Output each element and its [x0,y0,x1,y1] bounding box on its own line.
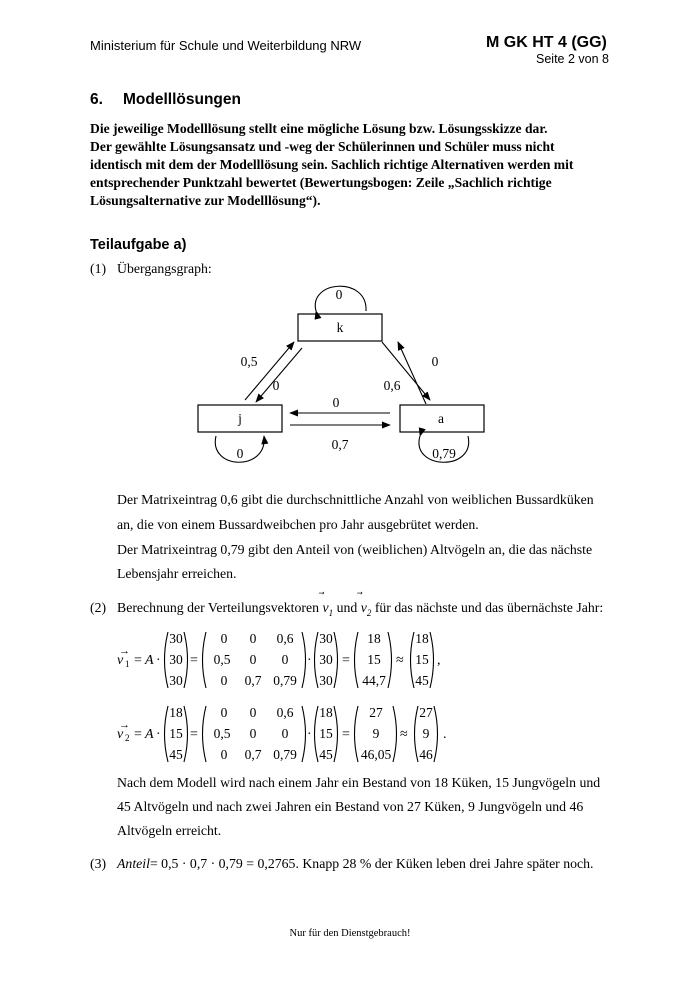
eq2-lhs-sub: 2 [125,733,130,743]
subtask-heading: Teilaufgabe a) [90,237,187,253]
part2-text-a: Berechnung der Verteilungsvektoren [117,600,320,615]
eq2-rnd-1: 27 [419,705,433,720]
eq1-m-32: 0,7 [244,673,262,688]
node-a-label: a [438,411,444,426]
eq2-eq2: = [190,727,198,742]
eq2-lhs-v: v [117,727,124,742]
eq2-m-33: 0,79 [273,747,297,762]
eq1-eq: = [134,653,142,668]
eq1-rnd-1: 18 [415,631,429,646]
edge-label-j-to-k: 0,5 [240,354,258,369]
edge-label-k-to-a: 0 [431,354,439,369]
eq2-arrow-icon: → [119,719,130,731]
eq1-m-21: 0,5 [213,652,231,667]
node-j-label: j [238,411,242,426]
eq2-start-2: 15 [169,726,183,741]
eq1-start-2: 30 [169,652,183,667]
edge-a-to-k [398,342,426,404]
part2-intro [117,600,603,618]
bracket [184,632,188,688]
eq1-vec-3: 30 [319,673,333,688]
explanation-line: Der Matrixeintrag 0,79 gibt den Anteil von (weiblichen) Altvögeln an, die das nächste [117,542,593,557]
edge-label-a-loop: 0,79 [432,446,456,461]
eq2-res-2: 9 [372,726,380,741]
eq2-res-3: 46,05 [360,747,392,762]
bracket [393,706,397,762]
part2-number: (2) [90,600,107,615]
conclusion-line: Nach dem Modell wird nach einem Jahr ein Bestand von 18 Küken, 15 Jungvögeln und [117,775,601,790]
bracket [415,706,419,762]
eq1-m-13: 0,6 [276,631,294,646]
eq1-m-22: 0 [249,652,257,667]
eq1-approx: ≈ [396,653,404,668]
conclusion-line: 45 Altvögeln und nach zwei Jahren ein Bestand von 27 Küken, 9 Jungvögeln und 46 [117,799,584,814]
eq2-m-13: 0,6 [276,705,294,720]
eq1-vec-2: 30 [319,652,333,667]
edge-label-a-to-j: 0 [332,395,340,410]
bracket [203,706,207,762]
eq2-dot2: · [307,727,312,742]
explanation-line: Lebensjahr erreichen. [117,566,237,581]
eq2-m-31: 0 [220,747,228,762]
eq2-vec-3: 45 [319,747,333,762]
eq2-approx: ≈ [400,727,408,742]
eq2-res-1: 27 [369,705,383,720]
eq1-arrow-icon: → [119,645,130,657]
eq2-end: . [443,727,447,742]
bracket [302,706,306,762]
eq2-m-12: 0 [249,705,257,720]
part1-label: Übergangsgraph: [117,261,212,276]
eq2-m-22: 0 [249,726,257,741]
part3-formula: = 0,5 · 0,7 · 0,79 = 0,2765 [149,856,296,871]
eq2-m-21: 0,5 [213,726,231,741]
bracket [184,706,188,762]
eq1-m-11: 0 [220,631,228,646]
equation-2 [117,705,447,762]
bracket [203,632,207,688]
bracket [302,632,306,688]
eq1-res-1: 18 [367,631,381,646]
eq2-vec-1: 18 [319,705,333,720]
eq2-A: A [145,727,154,742]
edge-label-j-loop: 0 [236,446,244,461]
eq2-eq: = [134,727,142,742]
eq2-dot: · [156,727,161,742]
intro-line: Die jeweilige Modelllösung stellt eine mögliche Lösung bzw. Lösungsskizze dar. [90,121,548,136]
eq1-res-2: 15 [367,652,381,667]
eq1-m-31: 0 [220,673,228,688]
part3-sentence: . Knapp 28 % der Küken leben drei Jahre später noch. [295,856,594,871]
equation-1 [117,631,441,688]
explanation-line: Der Matrixeintrag 0,6 gibt die durchschnittliche Anzahl von weiblichen Bussardküken [117,492,594,507]
bracket [165,706,169,762]
edge-label-k-to-j: 0 [272,378,280,393]
bracket [430,632,434,688]
eq2-m-23: 0 [281,726,289,741]
eq1-start-1: 30 [169,631,183,646]
eq1-dot2: · [307,653,312,668]
bracket [315,706,319,762]
eq2-start-3: 45 [169,747,183,762]
eq1-res-3: 44,7 [362,673,386,688]
eq1-start-3: 30 [169,673,183,688]
bracket [355,632,359,688]
eq1-A: A [145,653,154,668]
eq1-lhs-sub: 1 [125,659,130,669]
bracket [355,706,359,762]
eq1-rnd-3: 45 [415,673,429,688]
eq1-eq3: = [342,653,350,668]
eq2-rnd-3: 46 [419,747,433,762]
part3-formula-var: Anteil [117,856,150,871]
part3-number: (3) [90,856,107,871]
eq2-m-11: 0 [220,705,228,720]
bracket [334,706,338,762]
intro-line: Lösungsalternative zur Modelllösung“). [90,193,321,208]
eq2-eq3: = [342,727,350,742]
intro-line: entsprechender Punktzahl bewertet (Bewertungsbogen: Zeile „Sachlich richtige [90,175,552,190]
eq1-eq2: = [190,653,198,668]
edge-j-to-k [245,342,294,400]
intro-line: identisch mit dem der Modelllösung sein. Sachlich richtige Alternativen werden mit [90,157,574,172]
node-k-label: k [336,320,344,335]
equations [0,620,700,800]
bracket [334,632,338,688]
edge-label-k-loop: 0 [335,287,343,302]
eq1-m-33: 0,79 [273,673,297,688]
part3-text [117,856,594,872]
eq2-m-32: 0,7 [244,747,262,762]
intro-line: Der gewählte Lösungsansatz und -weg der Schülerinnen und Schüler muss nicht [90,139,555,154]
header-page-number: Seite 2 von 8 [536,52,609,66]
eq1-rnd-2: 15 [415,652,429,667]
eq2-vec-2: 15 [319,726,333,741]
eq1-lhs-v: v [117,653,124,668]
eq2-start-1: 18 [169,705,183,720]
explanation-line: an, die von einem Bussardweibchen pro Jahr ausgebrütet werden. [117,517,479,532]
vector-v1: $v_1$ [322,600,334,618]
eq1-vec-1: 30 [319,631,333,646]
eq2-rnd-2: 9 [422,726,430,741]
eq1-m-12: 0 [249,631,257,646]
footer-note: Nur für den Dienstgebrauch! [289,928,411,939]
eq1-dot: · [156,653,161,668]
header-ministry: Ministerium für Schule und Weiterbildung NRW [90,38,362,53]
bracket [165,632,169,688]
eq1-end: , [437,653,441,668]
bracket [315,632,319,688]
eq1-m-23: 0 [281,652,289,667]
bracket [411,632,415,688]
bracket [388,632,392,688]
bracket [434,706,438,762]
edge-label-j-to-a: 0,7 [331,437,349,452]
edge-label-a-to-k: 0,6 [383,378,401,393]
header-course: M GK HT 4 (GG) [486,34,607,51]
part1-number: (1) [90,261,107,276]
conclusion-line: Altvögeln erreicht. [117,823,222,838]
edge-k-to-j [256,348,302,402]
section-title-text: Modelllösungen [123,91,241,108]
part2-text-and: und [336,600,358,615]
section-number: 6. [90,91,103,108]
vector-v2: $v_2$ [360,600,372,618]
part2-text-b: für das nächste und das übernächste Jahr: [374,600,604,615]
